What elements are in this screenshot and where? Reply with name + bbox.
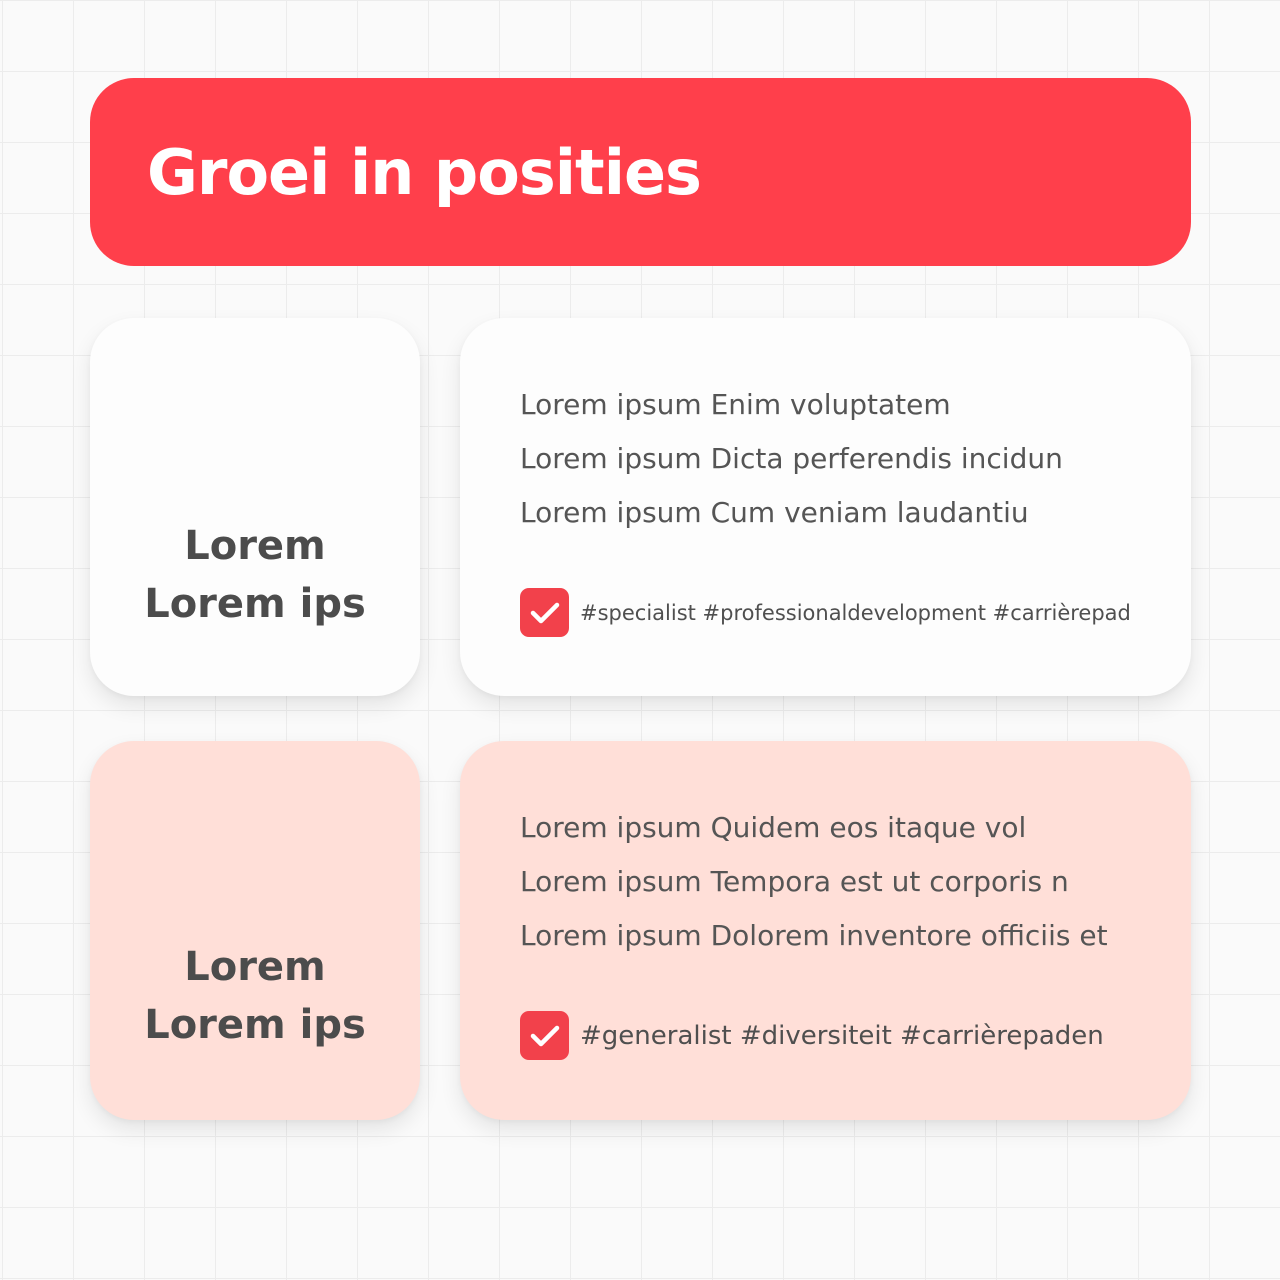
title-banner (90, 78, 1191, 266)
label-card-2 (90, 741, 420, 1120)
list-item: Lorem ipsum Dicta perferendis incidun (520, 442, 1063, 475)
list-item: Lorem ipsum Enim voluptatem (520, 388, 951, 421)
hashtags: #specialist #professionaldevelopment #carrièrepad (580, 600, 1131, 625)
list-item: Lorem ipsum Cum veniam laudantiu (520, 496, 1029, 529)
label-line-2: Lorem ips (144, 1002, 366, 1048)
content-card-2 (460, 741, 1191, 1120)
list-item: Lorem ipsum Dolorem inventore officiis et (520, 919, 1108, 952)
text-list (520, 378, 1063, 540)
label-line-2: Lorem ips (144, 581, 366, 627)
checkbox-checked-icon (520, 1011, 569, 1060)
content-card-1 (460, 318, 1191, 696)
hashtags: #generalist #diversiteit #carrièrepaden (580, 1020, 1104, 1051)
tag-row (520, 588, 1131, 637)
tag-row (520, 1011, 1104, 1060)
label-line-1: Lorem (184, 523, 326, 569)
list-item: Lorem ipsum Quidem eos itaque vol (520, 811, 1027, 844)
list-item: Lorem ipsum Tempora est ut corporis n (520, 865, 1069, 898)
label-line-1: Lorem (184, 944, 326, 990)
checkbox-checked-icon (520, 588, 569, 637)
label-card-1 (90, 318, 420, 696)
text-list (520, 801, 1108, 963)
page-title: Groei in posities (147, 135, 701, 209)
